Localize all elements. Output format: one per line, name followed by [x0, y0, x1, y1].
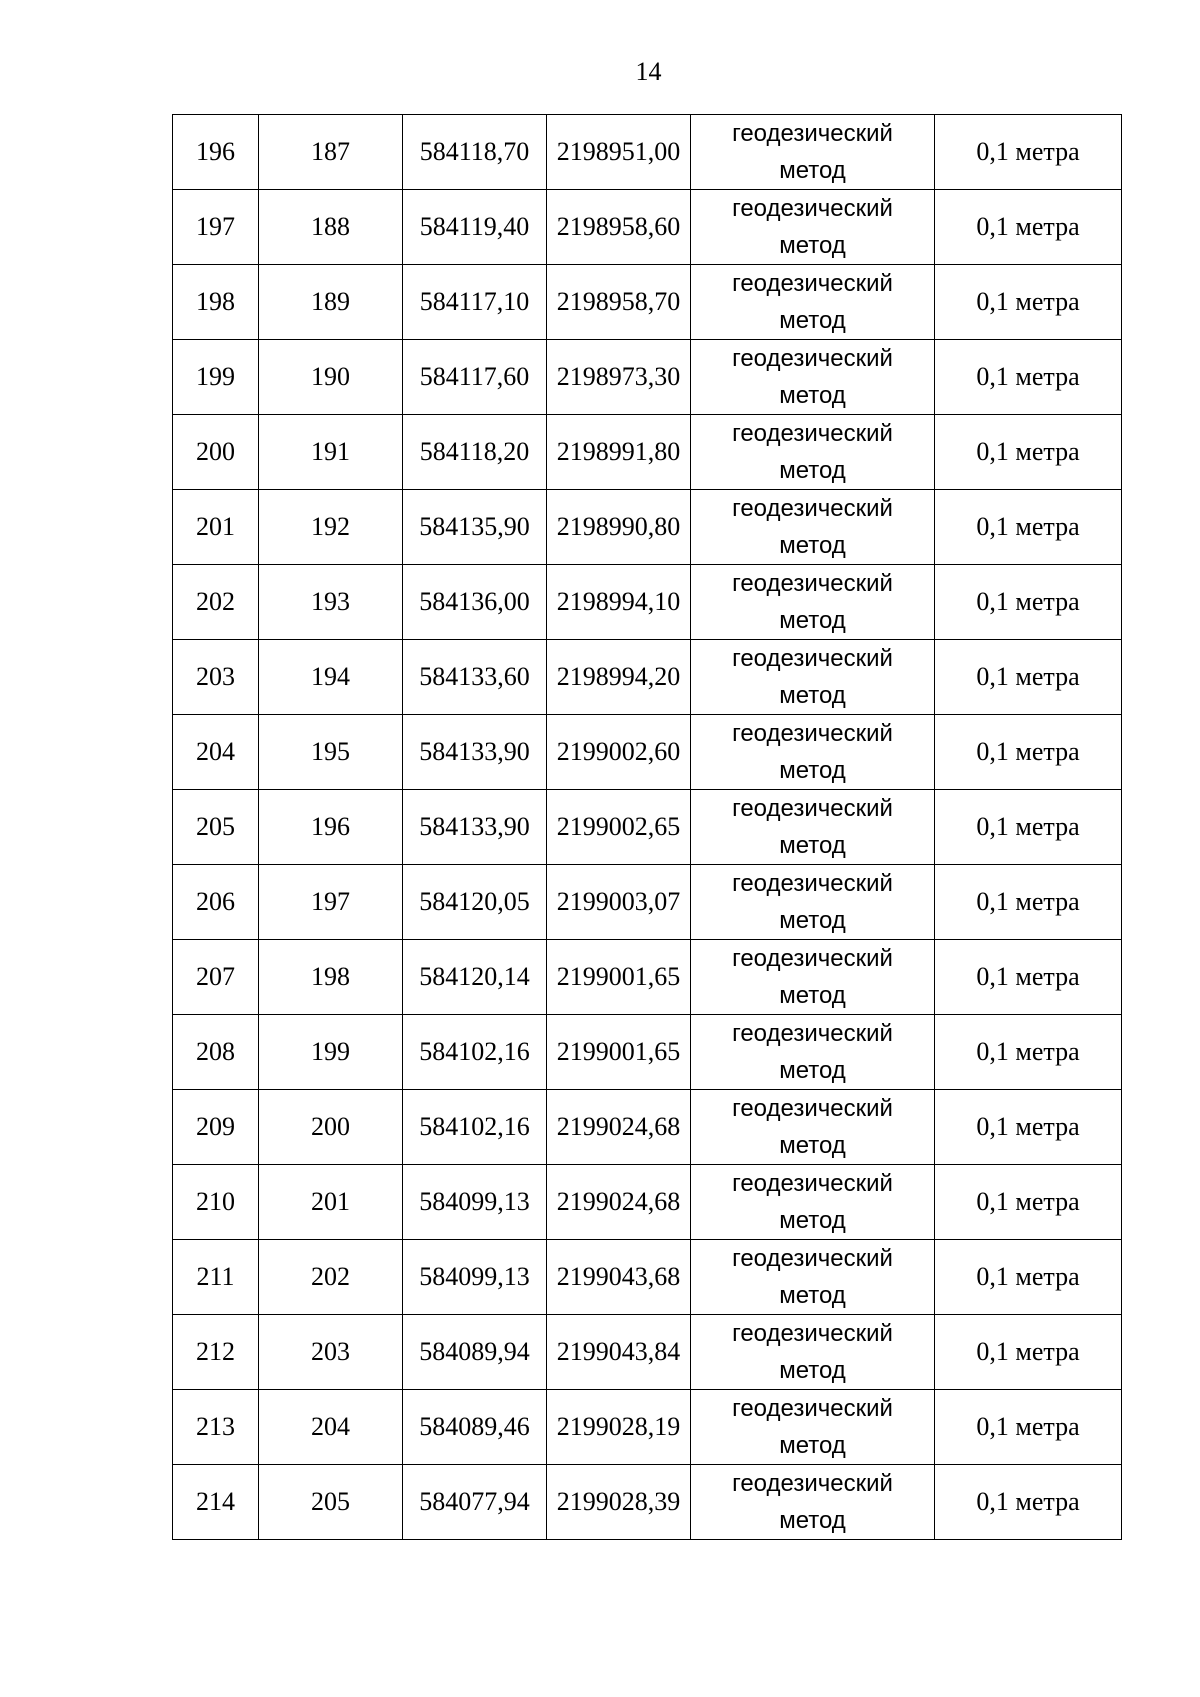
row-number-cell: 198 [173, 265, 259, 340]
method-line-1: геодезический [732, 570, 893, 597]
point-number-cell: 187 [259, 115, 403, 190]
table-row [173, 1390, 1122, 1465]
point-number-cell: 200 [259, 1090, 403, 1165]
x-coordinate-cell: 584119,40 [403, 190, 547, 265]
method-cell [691, 190, 935, 265]
row-number-cell: 214 [173, 1465, 259, 1540]
method-line-2: метод [779, 1057, 846, 1084]
method-cell [691, 1015, 935, 1090]
y-coordinate-cell: 2199002,65 [547, 790, 691, 865]
method-cell [691, 1090, 935, 1165]
precision-cell: 0,1 метра [935, 715, 1122, 790]
precision-cell: 0,1 метра [935, 940, 1122, 1015]
method-cell [691, 715, 935, 790]
method-line-2: метод [779, 382, 846, 409]
precision-cell: 0,1 метра [935, 1315, 1122, 1390]
x-coordinate-cell: 584133,90 [403, 790, 547, 865]
point-number-cell: 188 [259, 190, 403, 265]
y-coordinate-cell: 2199003,07 [547, 865, 691, 940]
x-coordinate-cell: 584077,94 [403, 1465, 547, 1540]
precision-cell: 0,1 метра [935, 565, 1122, 640]
y-coordinate-cell: 2198973,30 [547, 340, 691, 415]
coordinates-table [172, 114, 1122, 1540]
x-coordinate-cell: 584099,13 [403, 1165, 547, 1240]
method-line-1: геодезический [732, 1320, 893, 1347]
row-number-cell: 196 [173, 115, 259, 190]
row-number-cell: 204 [173, 715, 259, 790]
y-coordinate-cell: 2198991,80 [547, 415, 691, 490]
table-row [173, 640, 1122, 715]
precision-cell: 0,1 метра [935, 1090, 1122, 1165]
method-line-2: метод [779, 982, 846, 1009]
method-line-2: метод [779, 1207, 846, 1234]
y-coordinate-cell: 2199043,68 [547, 1240, 691, 1315]
precision-cell: 0,1 метра [935, 1390, 1122, 1465]
row-number-cell: 207 [173, 940, 259, 1015]
y-coordinate-cell: 2199002,60 [547, 715, 691, 790]
table-row [173, 565, 1122, 640]
precision-cell: 0,1 метра [935, 865, 1122, 940]
method-line-1: геодезический [732, 1170, 893, 1197]
precision-cell: 0,1 метра [935, 490, 1122, 565]
y-coordinate-cell: 2198958,60 [547, 190, 691, 265]
point-number-cell: 197 [259, 865, 403, 940]
row-number-cell: 201 [173, 490, 259, 565]
method-line-2: метод [779, 1432, 846, 1459]
table-row [173, 1090, 1122, 1165]
x-coordinate-cell: 584117,60 [403, 340, 547, 415]
point-number-cell: 205 [259, 1465, 403, 1540]
y-coordinate-cell: 2199001,65 [547, 940, 691, 1015]
point-number-cell: 192 [259, 490, 403, 565]
method-cell [691, 1315, 935, 1390]
method-cell [691, 490, 935, 565]
table-row [173, 415, 1122, 490]
precision-cell: 0,1 метра [935, 640, 1122, 715]
row-number-cell: 205 [173, 790, 259, 865]
row-number-cell: 203 [173, 640, 259, 715]
x-coordinate-cell: 584102,16 [403, 1090, 547, 1165]
y-coordinate-cell: 2198994,20 [547, 640, 691, 715]
point-number-cell: 203 [259, 1315, 403, 1390]
point-number-cell: 194 [259, 640, 403, 715]
x-coordinate-cell: 584089,46 [403, 1390, 547, 1465]
x-coordinate-cell: 584089,94 [403, 1315, 547, 1390]
precision-cell: 0,1 метра [935, 415, 1122, 490]
table-row [173, 1015, 1122, 1090]
table-row [173, 490, 1122, 565]
x-coordinate-cell: 584135,90 [403, 490, 547, 565]
method-line-1: геодезический [732, 870, 893, 897]
method-line-2: метод [779, 232, 846, 259]
method-line-1: геодезический [732, 1095, 893, 1122]
point-number-cell: 190 [259, 340, 403, 415]
point-number-cell: 198 [259, 940, 403, 1015]
x-coordinate-cell: 584118,70 [403, 115, 547, 190]
method-cell [691, 940, 935, 1015]
method-line-1: геодезический [732, 270, 893, 297]
precision-cell: 0,1 метра [935, 340, 1122, 415]
y-coordinate-cell: 2198951,00 [547, 115, 691, 190]
method-line-1: геодезический [732, 1020, 893, 1047]
coordinates-table-body [173, 115, 1122, 1540]
y-coordinate-cell: 2199024,68 [547, 1165, 691, 1240]
point-number-cell: 202 [259, 1240, 403, 1315]
x-coordinate-cell: 584136,00 [403, 565, 547, 640]
row-number-cell: 210 [173, 1165, 259, 1240]
method-line-1: геодезический [732, 420, 893, 447]
table-row [173, 340, 1122, 415]
method-cell [691, 865, 935, 940]
method-line-2: метод [779, 832, 846, 859]
point-number-cell: 196 [259, 790, 403, 865]
precision-cell: 0,1 метра [935, 790, 1122, 865]
method-line-2: метод [779, 757, 846, 784]
y-coordinate-cell: 2198958,70 [547, 265, 691, 340]
x-coordinate-cell: 584102,16 [403, 1015, 547, 1090]
x-coordinate-cell: 584120,14 [403, 940, 547, 1015]
row-number-cell: 199 [173, 340, 259, 415]
precision-cell: 0,1 метра [935, 1240, 1122, 1315]
table-row [173, 1240, 1122, 1315]
point-number-cell: 199 [259, 1015, 403, 1090]
x-coordinate-cell: 584133,60 [403, 640, 547, 715]
table-row [173, 1315, 1122, 1390]
method-line-1: геодезический [732, 1470, 893, 1497]
point-number-cell: 189 [259, 265, 403, 340]
precision-cell: 0,1 метра [935, 1015, 1122, 1090]
method-cell [691, 790, 935, 865]
table-row [173, 1465, 1122, 1540]
method-cell [691, 1240, 935, 1315]
y-coordinate-cell: 2198990,80 [547, 490, 691, 565]
method-line-1: геодезический [732, 945, 893, 972]
method-line-2: метод [779, 682, 846, 709]
table-row [173, 265, 1122, 340]
table-row [173, 790, 1122, 865]
row-number-cell: 208 [173, 1015, 259, 1090]
method-line-1: геодезический [732, 345, 893, 372]
row-number-cell: 202 [173, 565, 259, 640]
method-cell [691, 1465, 935, 1540]
method-line-2: метод [779, 532, 846, 559]
point-number-cell: 204 [259, 1390, 403, 1465]
method-line-2: метод [779, 607, 846, 634]
method-line-2: метод [779, 307, 846, 334]
method-cell [691, 415, 935, 490]
row-number-cell: 212 [173, 1315, 259, 1390]
precision-cell: 0,1 метра [935, 1165, 1122, 1240]
precision-cell: 0,1 метра [935, 190, 1122, 265]
table-row [173, 190, 1122, 265]
method-cell [691, 340, 935, 415]
method-line-1: геодезический [732, 795, 893, 822]
method-line-1: геодезический [732, 120, 893, 147]
method-line-2: метод [779, 1282, 846, 1309]
method-line-2: метод [779, 1132, 846, 1159]
method-cell [691, 265, 935, 340]
table-row [173, 1165, 1122, 1240]
table-row [173, 865, 1122, 940]
method-cell [691, 565, 935, 640]
precision-cell: 0,1 метра [935, 265, 1122, 340]
point-number-cell: 191 [259, 415, 403, 490]
method-cell [691, 115, 935, 190]
x-coordinate-cell: 584133,90 [403, 715, 547, 790]
row-number-cell: 209 [173, 1090, 259, 1165]
x-coordinate-cell: 584099,13 [403, 1240, 547, 1315]
y-coordinate-cell: 2199028,19 [547, 1390, 691, 1465]
point-number-cell: 195 [259, 715, 403, 790]
row-number-cell: 197 [173, 190, 259, 265]
point-number-cell: 201 [259, 1165, 403, 1240]
x-coordinate-cell: 584117,10 [403, 265, 547, 340]
table-row [173, 115, 1122, 190]
method-cell [691, 640, 935, 715]
page-number: 14 [635, 57, 662, 86]
row-number-cell: 206 [173, 865, 259, 940]
y-coordinate-cell: 2198994,10 [547, 565, 691, 640]
method-cell [691, 1390, 935, 1465]
row-number-cell: 200 [173, 415, 259, 490]
method-line-2: метод [779, 157, 846, 184]
method-line-2: метод [779, 1507, 846, 1534]
y-coordinate-cell: 2199024,68 [547, 1090, 691, 1165]
row-number-cell: 213 [173, 1390, 259, 1465]
method-line-2: метод [779, 457, 846, 484]
method-line-1: геодезический [732, 645, 893, 672]
method-cell [691, 1165, 935, 1240]
method-line-1: геодезический [732, 1245, 893, 1272]
x-coordinate-cell: 584120,05 [403, 865, 547, 940]
method-line-1: геодезический [732, 1395, 893, 1422]
method-line-1: геодезический [732, 495, 893, 522]
method-line-2: метод [779, 907, 846, 934]
precision-cell: 0,1 метра [935, 115, 1122, 190]
y-coordinate-cell: 2199043,84 [547, 1315, 691, 1390]
y-coordinate-cell: 2199028,39 [547, 1465, 691, 1540]
method-line-2: метод [779, 1357, 846, 1384]
row-number-cell: 211 [173, 1240, 259, 1315]
table-row [173, 940, 1122, 1015]
method-line-1: геодезический [732, 195, 893, 222]
y-coordinate-cell: 2199001,65 [547, 1015, 691, 1090]
point-number-cell: 193 [259, 565, 403, 640]
precision-cell: 0,1 метра [935, 1465, 1122, 1540]
table-row [173, 715, 1122, 790]
x-coordinate-cell: 584118,20 [403, 415, 547, 490]
method-line-1: геодезический [732, 720, 893, 747]
